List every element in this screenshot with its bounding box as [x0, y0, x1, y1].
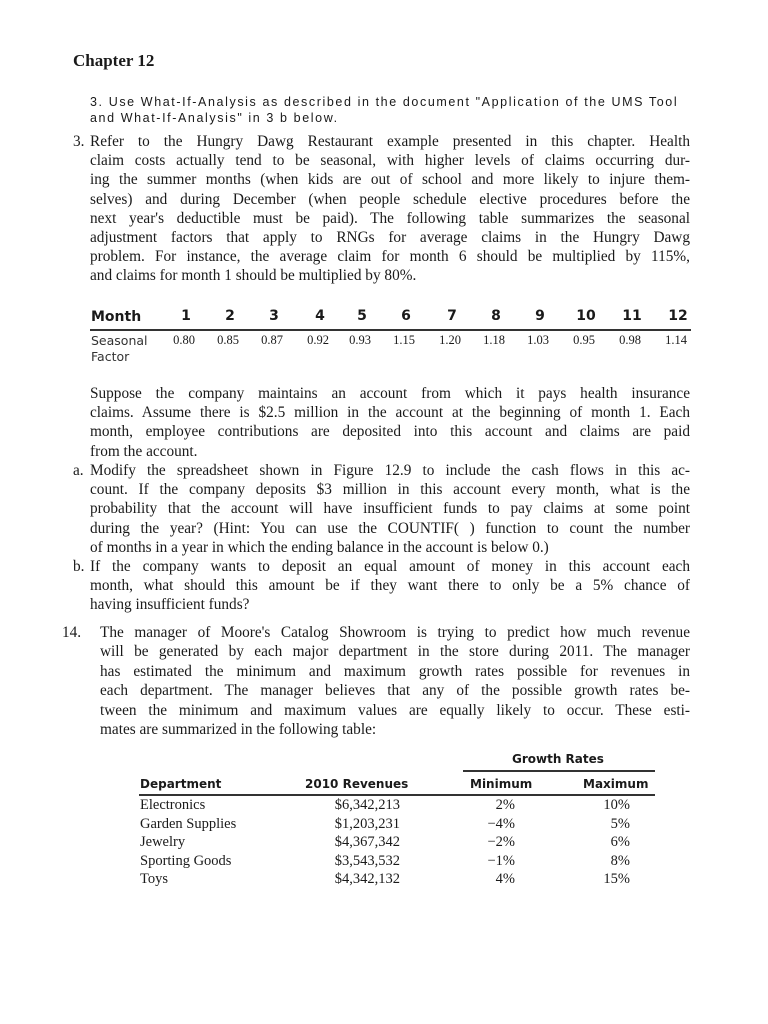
text-line: The manager of Moore's Catalog Showroom is trying to predict how much revenue: [100, 624, 690, 641]
department: Toys: [140, 871, 168, 888]
text-line: and claims for month 1 should be multiplied by 80%.: [90, 267, 417, 285]
month-number: 7: [447, 308, 457, 324]
month-number: 3: [269, 308, 279, 324]
table-rule: [139, 794, 655, 796]
text-line: each department. The manager believes that any of the possible growth rates be-: [100, 682, 690, 700]
text-line: claim costs actually tend to be seasonal, with higher levels of claims occurring dur-: [90, 152, 690, 170]
table-rule: [90, 329, 691, 331]
seasonal-factor: 0.93: [349, 333, 371, 347]
text-line: from the account.: [90, 442, 198, 460]
minimum-rate: 4%: [495, 871, 515, 888]
month-header: Month: [91, 309, 142, 325]
revenue: $6,342,213: [334, 797, 400, 813]
minimum-rate: 2%: [495, 797, 515, 813]
department: Electronics: [140, 797, 206, 813]
part-b-label: b.: [73, 558, 85, 575]
revenue: $4,367,342: [334, 834, 400, 851]
text-line: Suppose the company maintains an account from which it pays health insurance: [90, 385, 690, 402]
minimum-rate: −2%: [487, 834, 515, 851]
maximum-rate: 15%: [603, 871, 630, 888]
department: Sporting Goods: [140, 852, 232, 869]
text-line: claims. Assume there is $2.5 million in the account at the beginning of month 1. Each: [90, 404, 690, 422]
seasonal-factor: 1.20: [439, 333, 461, 347]
text-line: ing the summer months (when kids are out of school and more likely to injure them-: [90, 171, 690, 189]
department: Jewelry: [140, 834, 186, 851]
month-number: 4: [315, 308, 325, 324]
text-line: count. If the company deposits $3 million in this account every month, what is the: [90, 481, 690, 499]
month-number: 11: [622, 308, 642, 324]
text-line: selves) and during December (when people schedule elective procedures before the: [90, 190, 690, 208]
seasonal-factor: 0.98: [619, 333, 641, 347]
table-rule: [463, 770, 655, 772]
seasonal-factor: 0.85: [217, 333, 239, 347]
month-number: 5: [357, 308, 367, 324]
problem-number: 14.: [62, 624, 82, 641]
month-number: 10: [576, 308, 596, 324]
text-line: month, employee contributions are deposited into this account and claims are paid: [90, 423, 690, 441]
seasonal-factor: 1.15: [393, 333, 415, 347]
column-header: Maximum: [583, 777, 649, 791]
seasonal-factor: 1.03: [527, 333, 549, 347]
instruction-line: and What-If-Analysis" in 3 b below.: [90, 111, 339, 125]
text-line: Modify the spreadsheet shown in Figure 12.9 to include the cash flows in this ac-: [90, 462, 690, 479]
maximum-rate: 8%: [610, 852, 630, 869]
maximum-rate: 5%: [610, 815, 630, 832]
month-number: 9: [535, 308, 545, 324]
text-line: has estimated the minimum and maximum growth rates possible for revenues in: [100, 662, 690, 680]
month-number: 2: [225, 308, 235, 324]
text-line: of months in a year in which the ending balance in the account is below 0.): [90, 538, 549, 556]
text-line: will be generated by each major department in the store during 2011. The manager: [100, 643, 690, 661]
text-line: during the year? (Hint: You can use the COUNTIF( ) function to count the number: [90, 519, 690, 537]
month-number: 8: [491, 308, 501, 324]
month-number: 12: [668, 308, 688, 324]
seasonal-factor: 1.14: [665, 333, 687, 347]
revenue: $4,342,132: [334, 871, 400, 888]
minimum-rate: −4%: [487, 815, 515, 832]
seasonal-factor: 0.87: [261, 333, 283, 347]
row-label: Factor: [91, 349, 130, 364]
revenue: $3,543,532: [334, 852, 400, 869]
seasonal-factor: 1.18: [483, 333, 505, 347]
text-line: If the company wants to deposit an equal amount of money in this account each: [90, 558, 690, 575]
column-header: 2010 Revenues: [305, 777, 409, 791]
text-line: mates are summarized in the following table:: [100, 721, 377, 738]
text-line: Refer to the Hungry Dawg Restaurant example presented in this chapter. Health: [90, 133, 690, 150]
month-number: 6: [401, 308, 411, 324]
chapter-title: Chapter 12: [73, 51, 155, 70]
text-line: problem. For instance, the average claim for month 6 should be multiplied by 115%,: [90, 248, 690, 266]
text-line: month, what should this amount be if they want there to only be a 5% chance of: [90, 577, 690, 595]
month-number: 1: [181, 308, 191, 324]
maximum-rate: 10%: [603, 797, 630, 813]
row-label: Seasonal: [91, 333, 148, 348]
text-line: next year's deductible must be paid). The following table summarizes the seasonal: [90, 209, 690, 227]
text-line: adjustment factors that apply to RNGs for average claims in the Hungry Dawg: [90, 229, 690, 246]
growth-rates-header: Growth Rates: [512, 752, 604, 766]
revenue: $1,203,231: [334, 815, 400, 832]
seasonal-factor: 0.80: [173, 333, 195, 347]
text-line: tween the minimum and maximum values are equally likely to occur. These esti-: [100, 701, 690, 719]
maximum-rate: 6%: [610, 834, 630, 851]
column-header: Minimum: [470, 777, 533, 791]
text-line: probability that the account will have insufficient funds to pay claims at some point: [90, 500, 690, 518]
department: Garden Supplies: [140, 815, 237, 832]
seasonal-factor: 0.92: [307, 333, 329, 347]
column-header: Department: [140, 777, 222, 791]
seasonal-factor: 0.95: [573, 333, 595, 347]
minimum-rate: −1%: [487, 852, 515, 869]
problem-number: 3.: [73, 133, 85, 150]
instruction-line: 3. Use What-If-Analysis as described in the document "Application of the UMS Tool: [90, 95, 679, 109]
text-line: having insufficient funds?: [90, 596, 250, 614]
part-a-label: a.: [73, 462, 84, 479]
